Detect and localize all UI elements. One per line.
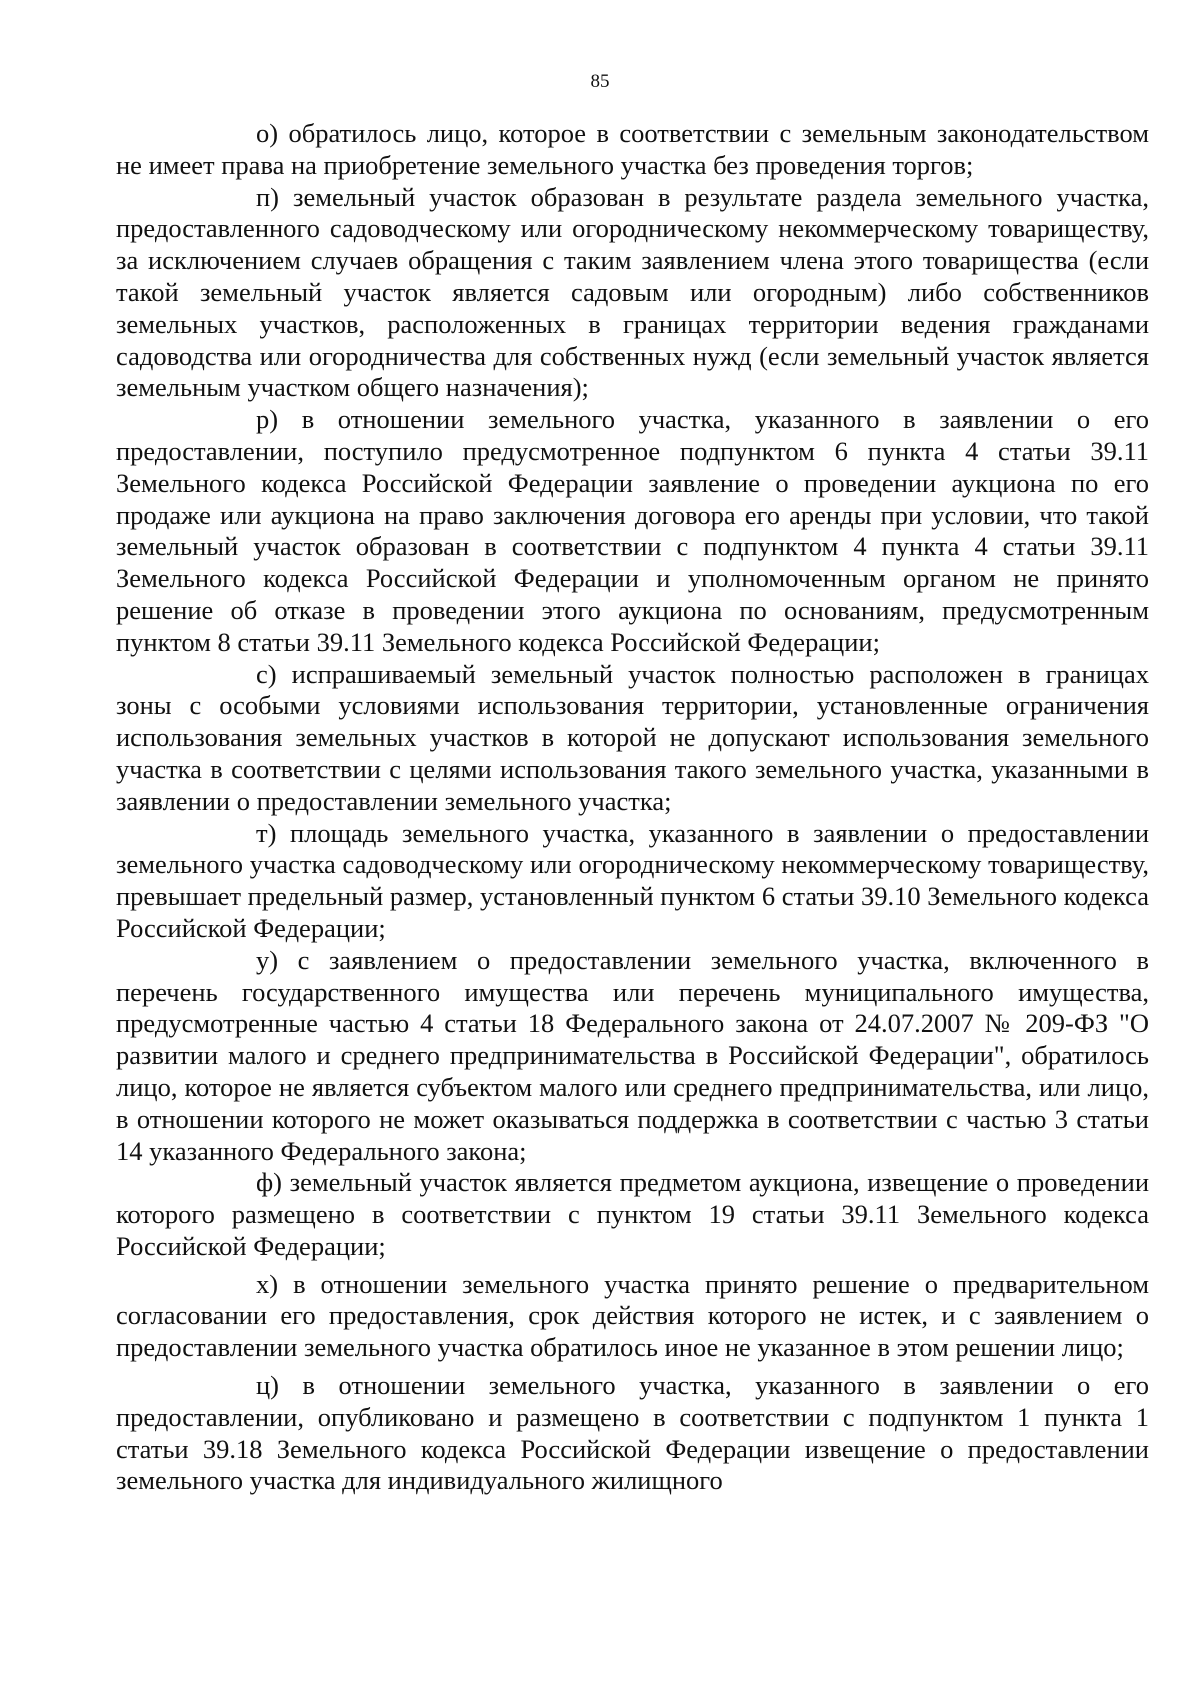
item-marker: р) xyxy=(256,404,279,435)
paragraph-p xyxy=(116,182,1149,405)
item-text: в отношении земельного участка, указанного в заявлении о его предоставлении, опубликовано и размещено в соответствии с подпунктом 1 пункта 1 статьи 39.18 Земельного кодекса Российской Федерации извещение о предоставлении земельного участка для индивидуального жилищного xyxy=(116,1370,1150,1496)
item-text: испрашиваемый земельный участок полностью расположен в границах зоны с особыми условиями использования территории, установленные ограничения использования земельных участков в которой не допускают использования земельного участка в соответствии с целями использования такого земельного участка, указанными в заявлении о предоставлении земельного участка; xyxy=(116,658,1150,816)
paragraph-o xyxy=(116,118,1149,182)
paragraph-r xyxy=(116,404,1149,658)
item-text: площадь земельного участка, указанного в заявлении о предоставлении земельного участка садоводческому или огородническому некоммерческому товариществу, превышает предельный размер, установленный пунктом 6 статьи 39.10 Земельного кодекса Российской Федерации; xyxy=(116,817,1150,943)
paragraph-f xyxy=(116,1167,1149,1262)
item-marker: т) xyxy=(256,817,277,848)
item-marker: п) xyxy=(256,181,280,212)
item-marker: у) xyxy=(256,944,279,975)
paragraph-t xyxy=(116,818,1149,945)
item-text: земельный участок является предметом аукциона, извещение о проведении которого размещено в соответствии с пунктом 19 статьи 39.11 Земельного кодекса Российской Федерации; xyxy=(116,1167,1150,1261)
item-text: в отношении земельного участка, указанного в заявлении о его предоставлении, поступило предусмотренное подпунктом 6 пункта 4 статьи 39.11 Земельного кодекса Российской Федерации заявление о проведении аукциона по его продаже или аукциона на право заключения договора его аренды при условии, что такой земельный участок образован в соответствии с подпунктом 4 пункта 4 статьи 39.11 Земельного кодекса Российской Федерации и уполномоченным органом не принято решение об отказе в проведении этого аукциона по основаниям, предусмотренным пунктом 8 статьи 39.11 Земельного кодекса Российской Федерации; xyxy=(116,404,1150,657)
item-text: обратилось лицо, которое в соответствии с земельным законодательством не имеет права на приобретение земельного участка без проведения торгов; xyxy=(116,118,1149,180)
page-number: 85 xyxy=(590,71,610,92)
paragraph-s xyxy=(116,659,1149,818)
document-body xyxy=(116,118,1149,1497)
item-marker: х) xyxy=(256,1268,279,1299)
paragraph-ts xyxy=(116,1370,1149,1497)
item-text: земельный участок образован в результате раздела земельного участка, предоставленного садоводческому или огородническому некоммерческому товариществу, за исключением случаев обращения с таким заявлением члена этого товарищества (если такой земельный участок является садовым или огородным) либо собственников земельных участков, расположенных в границах территории ведения гражданами садоводства или огородничества для собственных нужд (если земельный участок является земельным участком общего назначения); xyxy=(116,181,1150,403)
item-text: с заявлением о предоставлении земельного участка, включенного в перечень государственного имущества или перечень муниципального имущества, предусмотренные частью 4 статьи 18 Федерального закона от 24.07.2007 № 209-ФЗ "О развитии малого и среднего предпринимательства в Российской Федерации", обратилось лицо, которое не является субъектом малого или среднего предпринимательства, или лицо, в отношении которого не может оказываться поддержка в соответствии с частью 3 статьи 14 указанного Федерального закона; xyxy=(116,944,1149,1166)
item-marker: о) xyxy=(256,118,279,148)
item-marker: с) xyxy=(256,658,277,689)
paragraph-kh xyxy=(116,1269,1149,1364)
item-marker: ф) xyxy=(256,1167,282,1198)
item-text: в отношении земельного участка принято решение о предварительном согласовании его предоставления, срок действия которого не истек, и с заявлением о предоставлении земельного участка обратилось иное не указанное в этом решении лицо; xyxy=(116,1268,1149,1363)
item-marker: ц) xyxy=(256,1370,280,1401)
paragraph-u xyxy=(116,945,1149,1168)
